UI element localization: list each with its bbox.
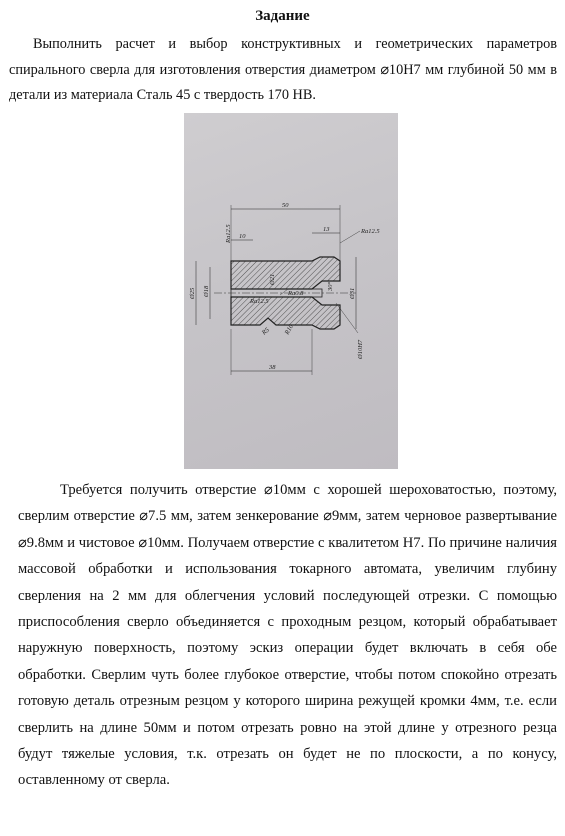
dim-38: 38 xyxy=(269,364,276,371)
dim-10: 10 xyxy=(239,233,246,240)
dim-dia-21: Ø21 xyxy=(269,273,276,285)
ra-top-right: Ra12.5 xyxy=(361,228,380,235)
drawing-photo xyxy=(184,113,398,469)
dim-dia-18: Ø18 xyxy=(203,285,210,297)
task-paragraph: Выполнить расчет и выбор конструктивных и геометрических параметров спирального сверла для изготовления отверстия диаметром ⌀10H7 мм глубиной 50 мм в детали из материала Сталь 45 с твердость 170 HB. xyxy=(9,36,557,103)
dim-50: 50 xyxy=(282,202,289,209)
dim-r10: R10 xyxy=(283,323,295,336)
ra-inner: Ra0.8 xyxy=(288,290,304,297)
ra-top-left: Ra12.5 xyxy=(225,224,232,243)
dim-r5: R5 xyxy=(260,326,271,337)
ra-bottom: Ra12.5 xyxy=(250,298,269,305)
part-section-upper xyxy=(231,257,340,289)
document-title: Задание xyxy=(255,8,310,24)
technical-drawing xyxy=(184,113,398,469)
dim-dia-31: Ø31 xyxy=(349,287,356,299)
dim-dia-10h7: Ø10H7 xyxy=(357,339,364,359)
dim-angle-30: 30° xyxy=(327,281,334,291)
part-section-lower xyxy=(231,297,340,329)
body-paragraph: Требуется получить отверстие ⌀10мм с хорошей шероховатостью, поэтому, сверлим отверстие ⌀7.5 мм, затем зенкерование ⌀9мм, затем черновое развертывание ⌀9.8мм и чистовое ⌀10мм. Получаем отверстие с квалитетом H7. По причине наличия массовой обработки и использования токарного автомата, увеличим глубину сверления на 2 мм для облегчения условий последующей отрезки. С помощью приспособления сверло объединяется с проходным резцом, который обрабатывает наружную поверхность, поэтому эскиз операции будет включать в себя обе обработки. Сверлим чуть более глубокое отверстие, чтобы потом спокойно отрезать готовую деталь отрезным резцом у которого ширина режущей кромки 4мм, т.е. если сверлить на длине 50мм и потом отрезать ровно на этой длине у отрезного резца будут тяжелые условия, т.к. отрезать он будет не по плоскости, а по конусу, оставленному от сверла. xyxy=(18,482,557,789)
dim-13: 13 xyxy=(323,226,330,233)
dim-dia-25: Ø25 xyxy=(189,287,196,299)
